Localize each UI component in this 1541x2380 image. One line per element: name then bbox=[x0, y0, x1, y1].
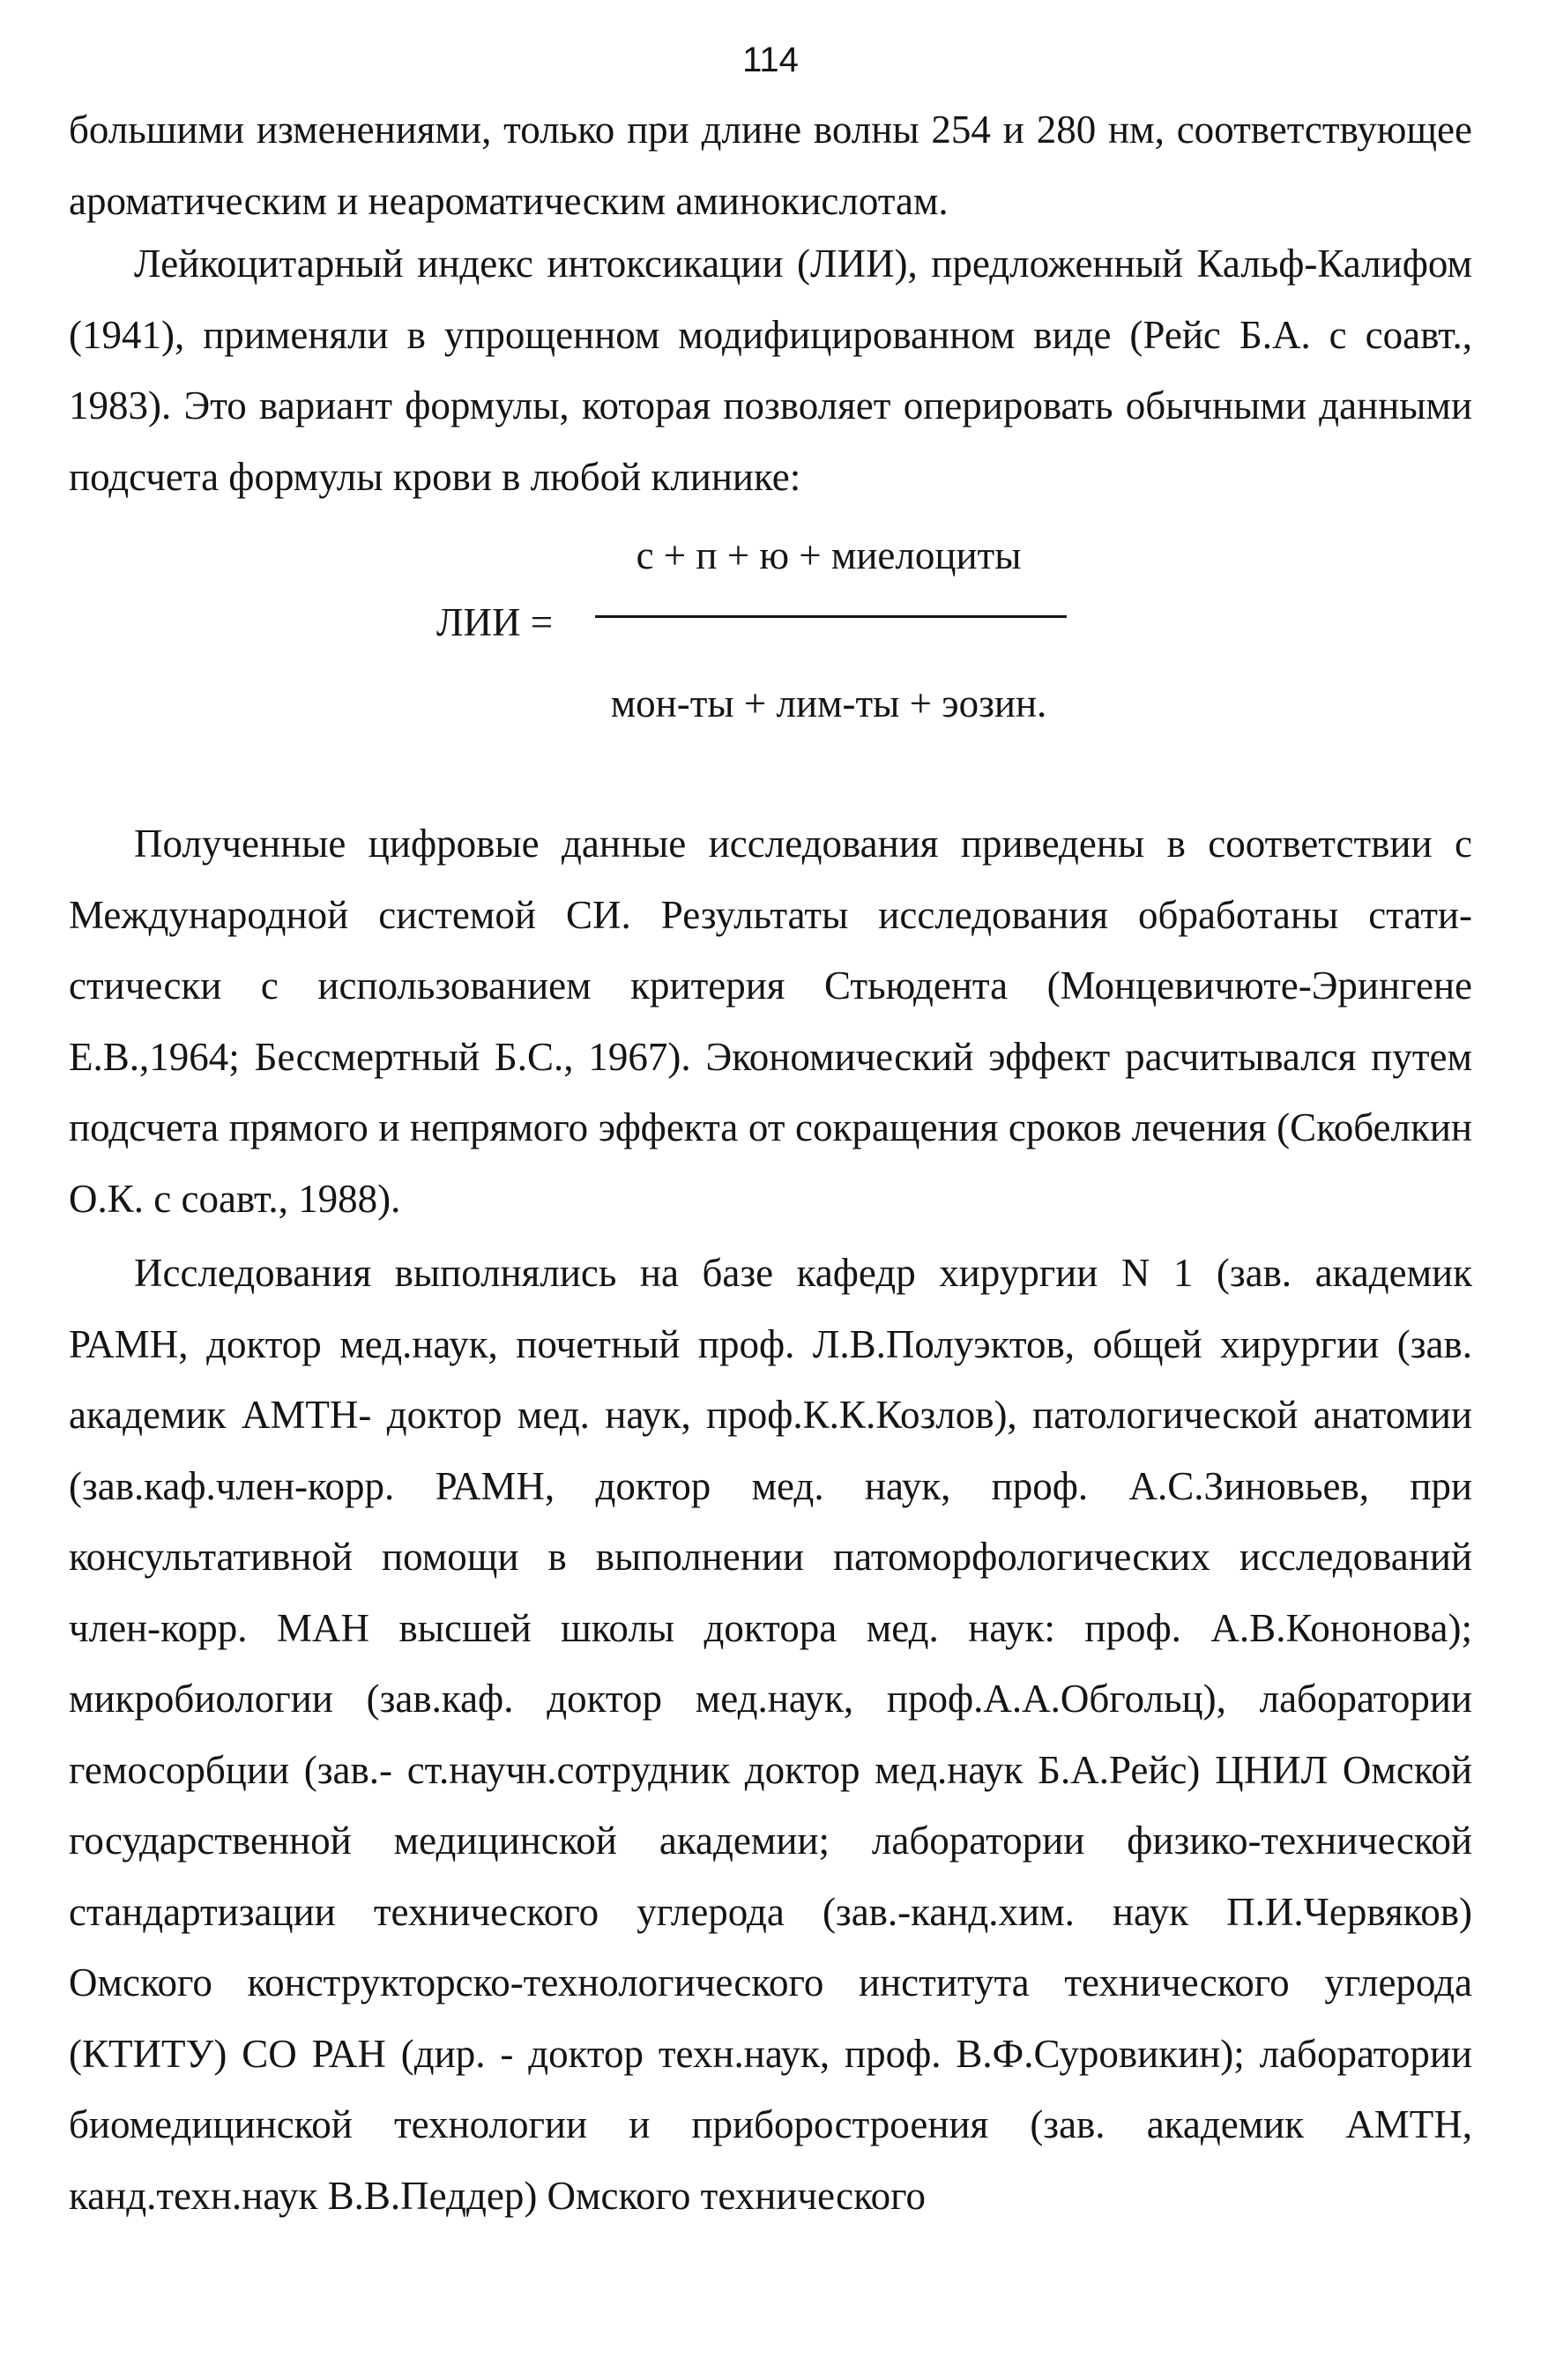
formula-numerator: с + п + ю + миелоциты bbox=[636, 533, 1022, 577]
formula-label: ЛИИ = bbox=[436, 600, 554, 644]
formula-denominator: мон-ты + лим-ты + эозин. bbox=[610, 681, 1047, 725]
paragraph-1: большими изменениями, только при длине волны 254 и 280 нм, соответствующее ароматическим и неароматическим аминокислотам. bbox=[69, 108, 1472, 223]
fraction-line bbox=[595, 615, 1067, 618]
page-number: 114 bbox=[742, 41, 799, 79]
paragraph-3: Полученные цифровые данные исследования приведены в соответствии с Международной системой СИ. Результаты исследования обработаны статистически с использованием критерия Стьюдента (Монцевичюте-Эрингене Е.В.,1964; Бессмертный Б.С., 1967). Экономический эффект расчитывался путем подсчета прямого и непрямого эффекта от сокращения сроков лечения (Скобелкин О.К. с соавт., 1988). bbox=[69, 822, 1472, 1221]
paragraph-2: Лейкоцитарный индекс интоксикации (ЛИИ), предложенный Кальф-Калифом (1941), применяли в упрощенном модифицированном виде (Рейс Б.А. с соавт., 1983). Это вариант формулы, которая позволяет оперировать обычными данными подсчета формулы крови в любой клинике: bbox=[69, 242, 1472, 499]
paragraph-4: Исследования выполнялись на базе кафедр хирургии N 1 (зав. академик РАМН, доктор мед.наук, почетный проф. Л.В.Полуэктов, общей хирургии (зав. академик АМТН- доктор мед. наук, проф.К.К.Козлов), патологической анатомии (зав.каф.член-корр. РАМН, доктор мед. наук, проф. А.С.Зиновьев, при консультативной помощи в выполнении патоморфологических исследований член-корр. МАН высшей школы доктора мед. наук: проф. А.В.Кононова); микробиологии (зав.каф. доктор мед.наук, проф.А.А.Обгольц), лаборатории гемосорбции (зав.- ст.научн.сотрудник доктор мед.наук Б.А.Рейс) ЦНИЛ Омской государственной медицинской академии; лаборатории физико-технической стандартизации технического углерода (зав.-канд.хим. наук П.И.Червяков) Омского конструкторско-технологического института технического углерода (КТИТУ) СО РАН (дир. - доктор техн.наук, проф. В.Ф.Суровикин); лаборатории биомедицинской технологии и приборостроения (зав. академик АМТН, канд.техн.наук В.В.Педдер) Омского технического bbox=[69, 1251, 1472, 2218]
